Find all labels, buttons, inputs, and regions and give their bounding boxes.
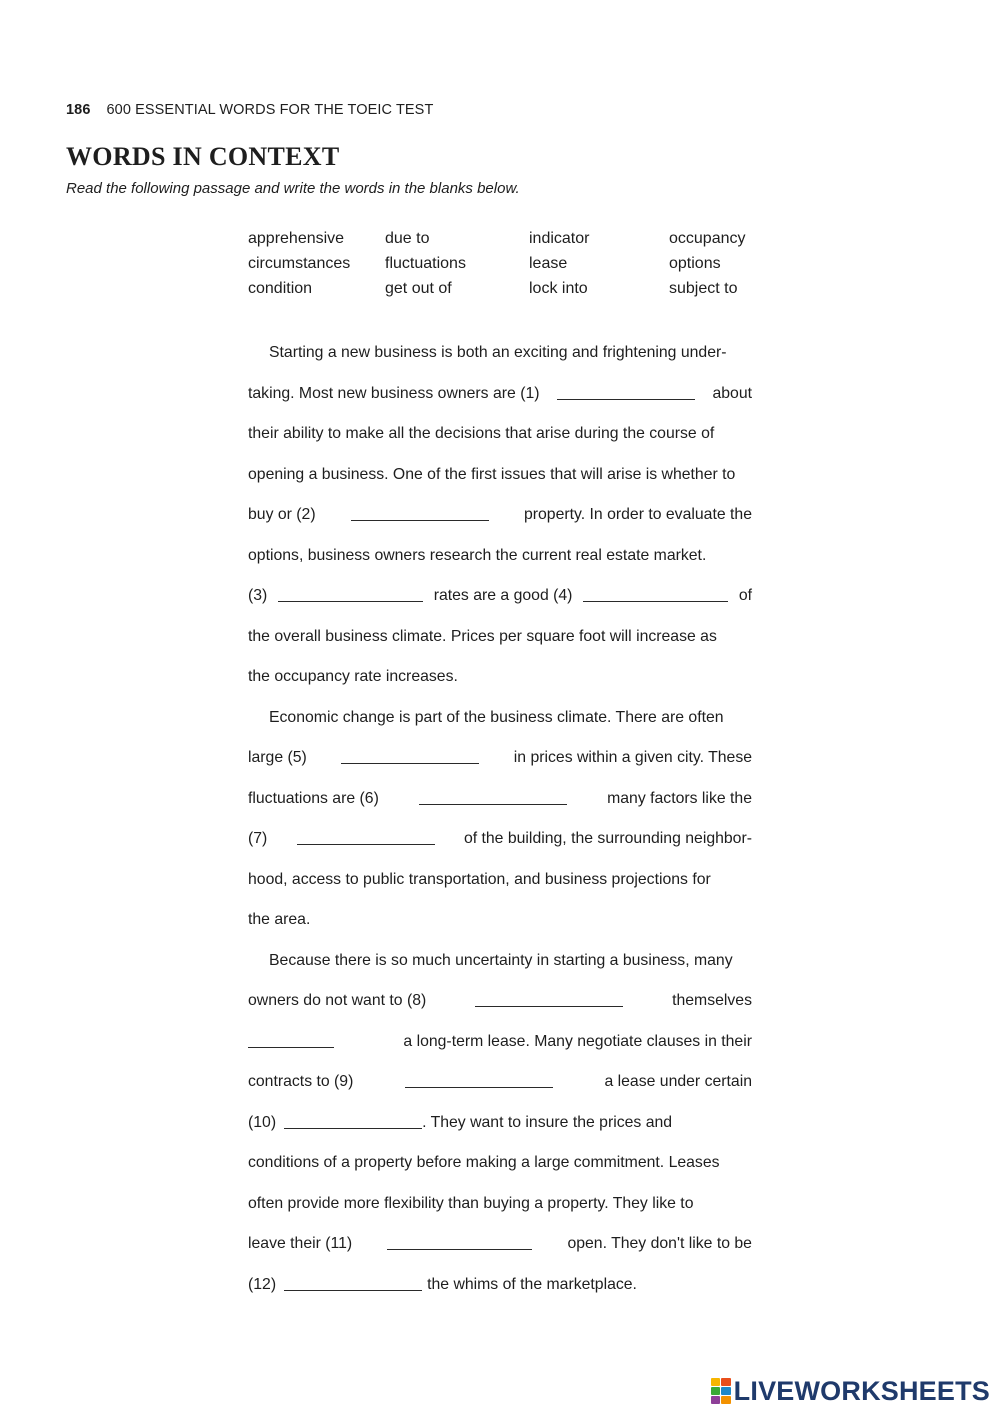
passage-line [248, 860, 752, 901]
passage-line [248, 333, 752, 374]
passage-text: of the building, the surrounding neighbor- [463, 830, 752, 848]
book-title: 600 ESSENTIAL WORDS FOR THE TOEIC TEST [106, 102, 434, 118]
blank-9[interactable] [405, 1086, 553, 1088]
liveworksheets-logo-text: LIVEWORKSHEETS [733, 1375, 990, 1406]
logo-tile [721, 1378, 731, 1386]
word-bank-item: apprehensive [248, 230, 345, 247]
passage-text: (12) [248, 1275, 277, 1293]
word-bank-item: condition [248, 280, 313, 297]
logo-tile [711, 1378, 721, 1386]
passage-text: options, business owners research the current real estate market. [248, 546, 707, 564]
blank-5[interactable] [341, 762, 479, 764]
logo-tile [711, 1387, 721, 1395]
logo-tile [721, 1387, 731, 1395]
passage-text: taking. Most new business owners are (1) [248, 384, 540, 402]
passage-line [248, 819, 752, 860]
blank-10[interactable] [284, 1127, 422, 1129]
passage-text: often provide more flexibility than buying a property. They like to [248, 1194, 694, 1212]
passage-text: themselves [672, 992, 752, 1010]
passage-line [248, 981, 752, 1022]
liveworksheets-logo-icon [711, 1378, 731, 1404]
blank-6[interactable] [419, 803, 567, 805]
passage-text: property. In order to evaluate the [523, 506, 752, 524]
passage-line [248, 1062, 752, 1103]
passage-line [248, 495, 752, 536]
word-bank-item: indicator [529, 230, 590, 247]
passage-line [248, 1103, 752, 1144]
passage-text: large (5) [248, 749, 307, 767]
passage-text: the whims of the marketplace. [427, 1275, 637, 1293]
passage-text: their ability to make all the decisions that arise during the course of [248, 425, 715, 443]
passage-text: contracts to (9) [248, 1073, 354, 1091]
passage-text: in prices within a given city. These [513, 749, 752, 767]
passage-text: (7) [248, 830, 268, 848]
word-bank-column-1 [248, 226, 350, 301]
word-bank-item: lease [529, 255, 568, 272]
word-bank-item: get out of [385, 280, 452, 297]
passage-line [248, 657, 752, 698]
passage-line [248, 698, 752, 739]
passage-line [248, 738, 752, 779]
passage-line [248, 576, 752, 617]
passage-line [248, 1022, 752, 1063]
passage-line [248, 374, 752, 415]
passage-text: the overall business climate. Prices per square foot will increase as [248, 627, 717, 645]
blank-8-continued[interactable] [248, 1046, 334, 1048]
passage-text: Because there is so much uncertainty in starting a business, many [269, 951, 733, 969]
passage-text: the area. [248, 911, 311, 929]
passage-line [248, 1224, 752, 1265]
word-bank-item: options [669, 255, 721, 272]
passage-line [248, 455, 752, 496]
passage-text: about [712, 384, 752, 402]
passage-line [248, 900, 752, 941]
passage-line [248, 1143, 752, 1184]
blank-7[interactable] [297, 843, 435, 845]
passage-text: a long-term lease. Many negotiate clauses in their [403, 1032, 752, 1050]
blank-12[interactable] [284, 1289, 422, 1291]
passage-text: leave their (11) [248, 1235, 353, 1253]
passage-text: rates are a good (4) [433, 587, 573, 605]
passage-text: (10) [248, 1113, 277, 1131]
passage-text: the occupancy rate increases. [248, 668, 458, 686]
passage-line [248, 536, 752, 577]
blank-11[interactable] [387, 1248, 532, 1250]
word-bank-column-3 [529, 226, 589, 301]
blank-4[interactable] [583, 600, 728, 602]
page-number: 186 [66, 102, 91, 118]
passage-text: owners do not want to (8) [248, 992, 427, 1010]
passage-text: (3) [248, 587, 268, 605]
blank-2[interactable] [351, 519, 489, 521]
word-bank-column-4 [669, 226, 746, 301]
word-bank-item: subject to [669, 280, 738, 297]
passage-line [248, 779, 752, 820]
running-head [66, 102, 433, 118]
passage-text: open. They don't like to be [567, 1235, 752, 1253]
word-bank-item: lock into [529, 280, 588, 297]
section-title: WORDS IN CONTEXT [66, 142, 340, 171]
passage-line [248, 414, 752, 455]
passage-text: buy or (2) [248, 506, 316, 524]
word-bank-item: fluctuations [385, 255, 466, 272]
blank-8[interactable] [475, 1005, 623, 1007]
instructions: Read the following passage and write the words in the blanks below. [66, 180, 520, 197]
passage-text: conditions of a property before making a large commitment. Leases [248, 1154, 720, 1172]
passage-text: Starting a new business is both an exciting and frightening under- [269, 344, 727, 362]
word-bank-item: due to [385, 230, 430, 247]
passage-text: hood, access to public transportation, and business projections for [248, 870, 711, 888]
passage-text: of [738, 587, 752, 605]
passage-text: a lease under certain [604, 1073, 752, 1091]
word-bank-column-2 [385, 226, 466, 301]
passage-text: Economic change is part of the business climate. There are often [269, 708, 724, 726]
liveworksheets-logo[interactable] [711, 1376, 990, 1406]
passage-text: many factors like the [607, 789, 752, 807]
logo-tile [721, 1396, 731, 1404]
passage-text: opening a business. One of the first issues that will arise is whether to [248, 465, 736, 483]
word-bank-item: circumstances [248, 255, 351, 272]
passage-line [248, 1265, 752, 1306]
passage-text: . They want to insure the prices and [422, 1113, 673, 1131]
passage-line [248, 617, 752, 658]
passage-line [248, 1184, 752, 1225]
word-bank-item: occupancy [669, 230, 746, 247]
logo-tile [711, 1396, 721, 1404]
blank-1[interactable] [557, 398, 695, 400]
passage-line [248, 941, 752, 982]
passage-text: fluctuations are (6) [248, 789, 379, 807]
passage-segment [248, 1114, 672, 1132]
passage [248, 333, 752, 1305]
blank-3[interactable] [278, 600, 423, 602]
